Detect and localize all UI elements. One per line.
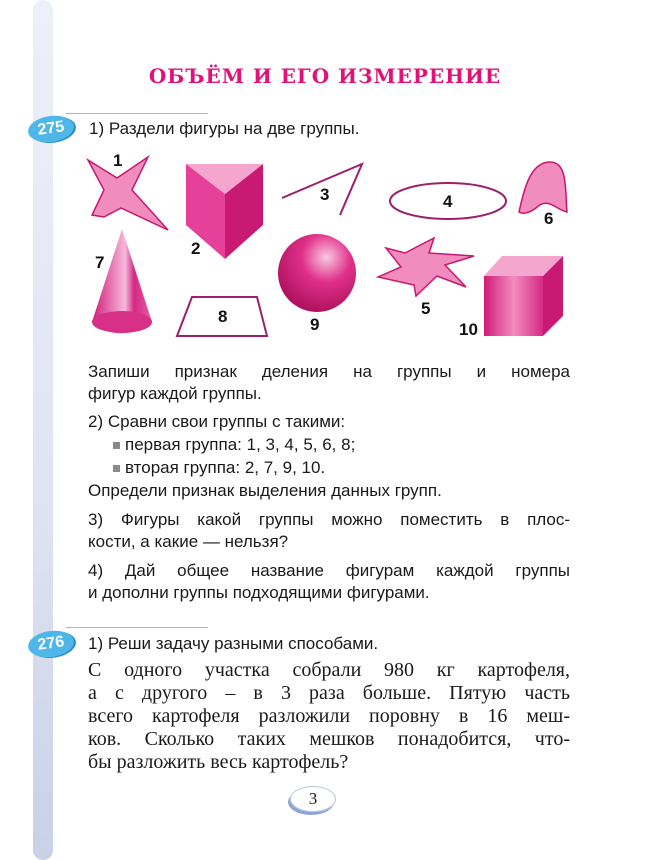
group-1-item: первая группа: 1, 3, 4, 5, 6, 8; [113,435,355,455]
figure-10-cube-icon [484,256,563,336]
task275-instruction-line1: Запиши признак деления на группы и номера [88,362,570,381]
figure-label: 5 [421,299,431,318]
task275-question-1: 1) Раздели фигуры на две группы. [89,119,360,138]
figure-7-cone-icon [92,229,152,334]
task275-instruction-line2: фигур каждой группы. [88,384,262,403]
task275-question-3-line2: кости, а какие — нельзя? [88,532,289,551]
figure-6-bell-icon [519,162,567,213]
page-number: 3 [290,786,336,812]
figure-label: 6 [544,209,554,228]
task275-question-2: 2) Сравни свои группы с такими: [88,412,346,431]
group-2-item: вторая группа: 2, 7, 9, 10. [113,458,325,478]
figure-label: 8 [218,307,228,326]
task276-text-line: всего картофеля разложили поровну в 16 меш- [88,705,570,727]
figure-9-sphere-icon [278,234,356,312]
figure-label: 3 [320,185,330,204]
figure-label: 2 [191,239,201,258]
task-rule [66,627,208,628]
figure-label: 4 [443,192,453,211]
task275-question-3-line1: 3) Фигуры какой группы можно поместить в плос- [88,510,570,529]
task276-text-line: С одного участка собрали 980 кг картофеля, [88,659,570,681]
figure-label: 9 [310,315,320,334]
bullet-icon [113,465,120,472]
task275-question-4-line1: 4) Дай общее название фигурам каждой группы [88,561,570,580]
figure-5-star-icon [378,238,474,296]
figure-label: 1 [113,151,123,170]
task-badge-276: 276 [26,628,75,660]
task-badge-275: 275 [26,113,75,145]
task276-text-line: а с другого – в 3 раза больше. Пятую часть [88,682,570,704]
figure-label: 7 [95,253,105,272]
page-title: ОБЪЁМ И ЕГО ИЗМЕРЕНИЕ [148,64,502,88]
bullet-icon [113,442,120,449]
task275-question-2-tail: Определи признак выделения данных групп. [88,481,442,500]
task276-text-line: ков. Сколько таких мешков понадобится, что- [88,728,570,750]
figure-label: 10 [459,320,478,339]
task276-text-line: бы разложить весь картофель? [88,751,349,773]
task275-question-4-line2: и дополни группы подходящими фигурами. [88,583,430,602]
task276-question-1: 1) Реши задачу разными способами. [88,634,379,653]
figure-1-star-icon [88,157,168,230]
